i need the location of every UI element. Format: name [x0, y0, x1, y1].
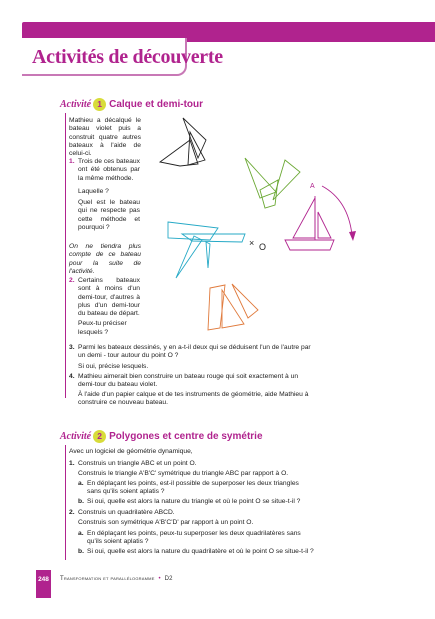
activity2-q2b-text: Si oui, quelle est alors la nature du quadrilatère et où le point O se situe-t-il ? — [87, 548, 314, 555]
boats-figure — [150, 110, 360, 340]
rotation-arrowhead — [349, 231, 356, 241]
activity1-q1-sub1: Laquelle ? — [78, 187, 109, 195]
green-boat — [245, 158, 300, 208]
activity1-q3-line1: Parmi les bateaux dessinés, y en a-t-il deux qui se déduisent l'un de l'autre par — [78, 344, 311, 351]
activity1-word: Activité — [60, 99, 92, 110]
activity1-q3-line2: un demi - tour autour du point O ? — [78, 352, 179, 359]
activity1-q3-number: 3. — [69, 344, 75, 351]
activity1-note: On ne tiendra plus compte de ce bateau pour la suite de l'activité. — [69, 243, 141, 275]
activity1-q1-number: 1. — [69, 158, 75, 165]
point-a-label: A — [310, 183, 315, 190]
activity1-q2-sub: Peux-tu préciser lesquels ? — [78, 320, 127, 336]
orange-boat — [208, 284, 258, 330]
activity2-number-badge: 2 — [93, 430, 106, 443]
activity2-q1a-line2: sans qu'ils soient aplatis ? — [87, 488, 165, 495]
activity1-q4-sub-line1: À l'aide d'un papier calque et de tes instruments de géométrie, aide Mathieu à — [78, 391, 309, 398]
activity2-q2a-line2: qu'ils soient aplatis ? — [87, 538, 149, 545]
activity2-heading — [60, 430, 263, 443]
purple-boat-sail2 — [318, 212, 331, 238]
black-boat — [160, 118, 206, 166]
activity2-q2-line1: Construis un quadrilatère ABCD. — [78, 509, 175, 516]
page-title: Activités de découverte — [32, 46, 223, 68]
activity2-q1-line1: Construis un triangle ABC et un point O. — [78, 460, 197, 467]
activity2-q1b-text: Si oui, quelle est alors la nature du triangle et où le point O se situe-t-il ? — [87, 498, 301, 505]
orange-boat-sail — [222, 290, 244, 328]
activity1-q3-sub: Si oui, précise lesquels. — [78, 363, 149, 370]
activity1-q2-number: 2. — [69, 277, 75, 284]
cyan-boat-sail2 — [206, 242, 210, 268]
footer-separator: • — [158, 576, 161, 582]
activity2-word: Activité — [60, 431, 92, 442]
activity1-q1-sub2: Quel est le bateau qui ne respecte pas cette méthode et pourquoi ? — [78, 199, 140, 232]
activity1-title: Calque et demi-tour — [109, 99, 204, 110]
purple-boat-hull — [285, 240, 334, 250]
activity1-q4-line1: Mathieu aimerait bien construire un bateau rouge qui soit exactement à un — [78, 373, 299, 380]
activity1-q4-line2: demi-tour du bateau violet. — [78, 381, 158, 388]
activity1-q2-text: Certains bateaux sont à moins d'un demi-tour, d'autres à plus d'un demi-tour du bateau de départ. — [78, 277, 140, 318]
activity2-q2b-label: b. — [78, 548, 84, 555]
activity1-q1 — [69, 158, 149, 232]
activity1-q4-number: 4. — [69, 373, 75, 380]
footer-page-number: 248 — [38, 576, 49, 583]
purple-boat — [285, 196, 334, 250]
activity2-q2a-label: a. — [78, 530, 84, 537]
activity2-margin-rule — [65, 445, 66, 560]
activity1-margin-rule — [65, 113, 66, 398]
activity1-number-badge: 1 — [93, 98, 106, 111]
point-o-mark: × — [249, 238, 255, 248]
activity2-q1b-label: b. — [78, 498, 84, 505]
activity2-q2-line2: Construis son symétrique A'B'C'D' par rapport à un point O. — [78, 519, 254, 526]
activity2-q1-number: 1. — [69, 460, 75, 467]
orange-boat-sail2 — [232, 284, 258, 318]
activity1-intro: Mathieu a décalqué le bateau violet puis a construit quatre autres bateaux à l'aide de celui-ci. — [69, 117, 141, 158]
activity2-title: Polygones et centre de symétrie — [109, 431, 263, 442]
footer-chapter — [60, 576, 173, 582]
activity2-q1a-label: a. — [78, 480, 84, 487]
activity1-q2 — [69, 277, 149, 337]
activity2-q1-line2: Construis le triangle A'B'C' symétrique du triangle ABC par rapport à O. — [78, 470, 289, 477]
footer-page-box — [36, 570, 51, 598]
green-boat-sail2 — [273, 160, 300, 200]
activity2-q2-number: 2. — [69, 509, 75, 516]
black-boat-sail — [183, 118, 206, 158]
cyan-boat — [168, 222, 245, 278]
rotation-arc — [322, 186, 352, 235]
cyan-boat-sail — [176, 236, 202, 278]
activity2-q2a-line1: En déplaçant les points, peux-tu superposer les deux quadrilatères sans — [87, 530, 301, 537]
footer-code: D2 — [164, 576, 173, 582]
activity2-intro: Avec un logiciel de géométrie dynamique, — [69, 448, 193, 455]
activity1-q1-text: Trois de ces bateaux ont été obtenus par la même méthode. — [78, 158, 140, 182]
purple-boat-sail — [293, 198, 315, 238]
activity1-q4-sub-line2: construire ce nouveau bateau. — [78, 399, 168, 406]
point-o-label: O — [259, 242, 267, 252]
footer-chapter-title: Transformation et parallélogramme — [60, 576, 155, 582]
activity2-q1a-line1: En déplaçant les points, est-il possible de superposer les deux triangles — [87, 480, 299, 487]
